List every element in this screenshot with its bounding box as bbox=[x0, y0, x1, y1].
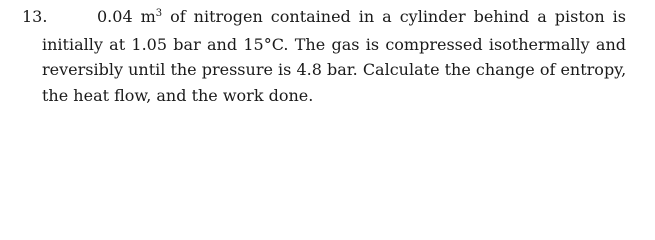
problem-text-line-2: initially at 1.05 bar and 15°C. The gas is compressed isothermally and bbox=[42, 35, 626, 54]
cubic-superscript: 3 bbox=[155, 8, 163, 19]
line-1-rest: of nitrogen contained in a cylinder behind a piston is bbox=[162, 7, 626, 26]
problem-text-line-4: the heat flow, and the work done. bbox=[42, 86, 314, 105]
problem-13 bbox=[0, 0, 655, 115]
volume-value: 0.04 m bbox=[97, 7, 156, 26]
problem-number: 13. bbox=[22, 7, 48, 26]
problem-text-line-1 bbox=[97, 7, 626, 27]
problem-text-line-3: reversibly until the pressure is 4.8 bar. Calculate the change of entropy, bbox=[42, 60, 627, 79]
